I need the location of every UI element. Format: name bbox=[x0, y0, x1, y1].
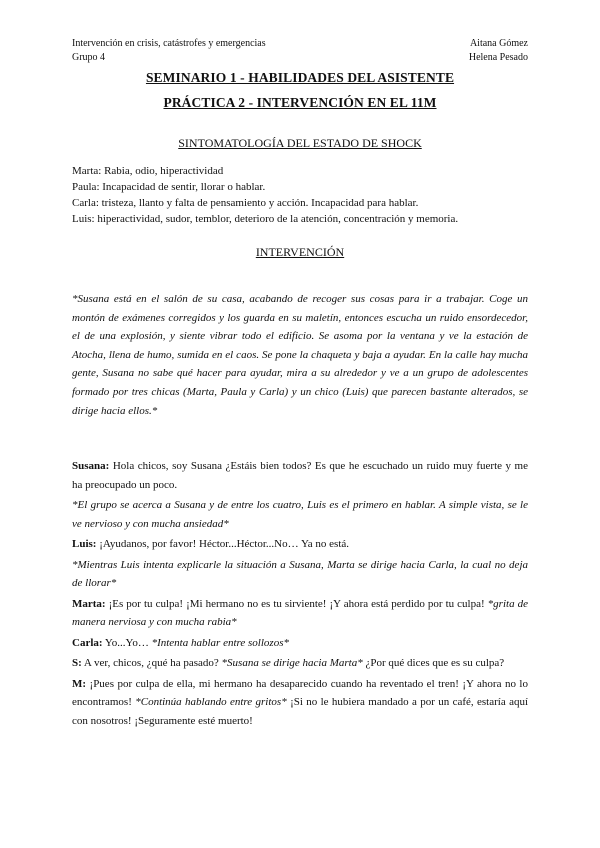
dialogue-line bbox=[72, 457, 528, 494]
speaker-name: Susana: bbox=[72, 460, 110, 472]
stage-direction: *Mientras Luis intenta explicarle la situación a Susana, Marta se dirige hacia Carla, la cual no deja de llorar* bbox=[72, 558, 528, 589]
line-text: ¡Si no le hubiera mandado a por un café, estaría aquí con nosotros! ¡Seguramente esté muerto! bbox=[72, 696, 529, 727]
document-subtitle: PRÁCTICA 2 - INTERVENCIÓN EN EL 11M bbox=[163, 95, 437, 110]
symptom-item: Marta: Rabia, odio, hiperactividad bbox=[72, 165, 224, 177]
symptom-item: Paula: Incapacidad de sentir, llorar o hablar. bbox=[72, 181, 266, 193]
dialogue-line bbox=[72, 535, 528, 554]
speaker-name: Luis: bbox=[72, 538, 97, 550]
dialogue-line bbox=[72, 595, 528, 632]
document-title: SEMINARIO 1 - HABILIDADES DEL ASISTENTE bbox=[145, 70, 455, 85]
stage-direction: *grita de manera nerviosa y con mucha rabia* bbox=[72, 597, 528, 628]
header-right bbox=[469, 37, 528, 65]
line-text: A ver, chicos, ¿qué ha pasado? bbox=[81, 657, 222, 669]
scene-description: *Susana está en el salón de su casa, acabando de recoger sus cosas para ir a trabajar. Coge un montón de exámenes corregidos y los guarda en su maletín, entonces escucha un ruido ensordecedor, el de una explosión, y siente vibrar todo el edificio. Se asoma por la ventana y ve la estación de Atocha, llena de humo, sumida en el caos. Se pone la chaqueta y baja a ayudar. En la calle hay mucha gente, Susana no sabe qué hacer para ayudar, mira a su alrededor y ve a un grupo de adolescentes formado por tres chicas (Marta, Paula y Carla) y un chico (Luis) que parecen bastante alterados, se dirige hacia ellos.* bbox=[72, 293, 528, 417]
line-text: Hola chicos, soy Susana ¿Estáis bien todos? Es que he escuchado un ruido muy fuerte y me ha preocupado un poco. bbox=[72, 460, 528, 491]
line-text: ¡Pues por culpa de ella, mi hermano ha desaparecido cuando ha reventado el tren! ¡Y ahora no lo encontramos! bbox=[72, 677, 528, 708]
dialogue-line bbox=[72, 675, 528, 731]
speaker-name: Marta: bbox=[72, 597, 106, 610]
group-label: Grupo 4 bbox=[72, 52, 106, 63]
section-heading-intervention: INTERVENCIÓN bbox=[255, 245, 345, 259]
stage-direction: *Intenta hablar entre sollozos* bbox=[151, 636, 289, 649]
section-heading-symptoms: SINTOMATOLOGÍA DEL ESTADO DE SHOCK bbox=[178, 136, 422, 150]
line-text: ¡Es por tu culpa! ¡Mi hermano no es tu sirviente! ¡Y ahora está perdido por tu culpa! bbox=[105, 597, 485, 610]
symptom-item: Luis: hiperactividad, sudor, temblor, deterioro de la atención, concentración y memoria. bbox=[72, 213, 459, 225]
speaker-name: M: bbox=[72, 677, 87, 690]
dialogue-line bbox=[72, 654, 528, 673]
course-name: Intervención en crisis, catástrofes y emergencias bbox=[72, 38, 266, 49]
dialogue bbox=[72, 457, 528, 732]
line-text: ¡Ayudanos, por favor! Héctor...Héctor...No… Ya no está. bbox=[96, 538, 350, 550]
speaker-name: S: bbox=[72, 657, 82, 669]
symptoms-list bbox=[72, 163, 532, 227]
stage-direction: *Continúa hablando entre gritos* bbox=[135, 696, 287, 708]
header-left bbox=[72, 37, 266, 65]
stage-direction: *El grupo se acerca a Susana y de entre los cuatro, Luis es el primero en hablar. A simple vista, se le ve nervioso y con mucha ansiedad* bbox=[72, 499, 528, 530]
stage-direction: *Susana se dirige hacia Marta* bbox=[221, 657, 363, 669]
line-text: Yo...Yo… bbox=[102, 636, 152, 649]
author-2: Helena Pesado bbox=[468, 52, 528, 63]
symptom-item: Carla: tristeza, llanto y falta de pensamiento y acción. Incapacidad para hablar. bbox=[72, 197, 419, 209]
author-1: Aitana Gómez bbox=[469, 38, 528, 49]
dialogue-line bbox=[72, 634, 528, 653]
line-text: ¿Por qué dices que es su culpa? bbox=[362, 657, 505, 669]
speaker-name: Carla: bbox=[72, 636, 103, 649]
